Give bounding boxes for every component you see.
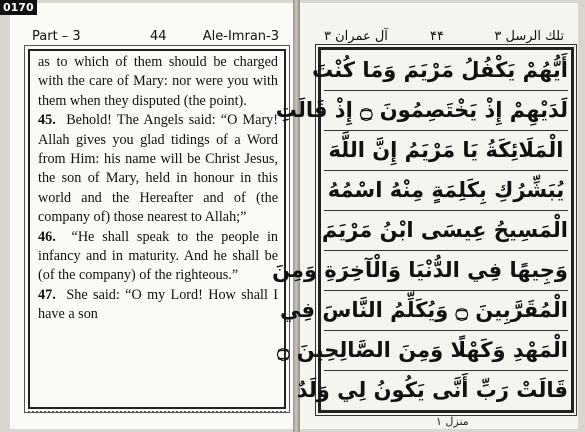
arabic-line: الْمُقَرَّبِينَ ۝ وَيُكَلِّمُ النَّاسَ فِي (324, 291, 568, 331)
arabic-line: وَجِيهًا فِي الدُّنْيَا وَالْآخِرَةِ وَمِنَ (324, 251, 568, 291)
scan-label: 0170 (0, 0, 37, 15)
arabic-line: لَدَيْهِمْ إِذْ يَخْتَصِمُونَ ۝ إِذْ قَالَتِ (324, 91, 568, 131)
paragraph: as to which of them should be charged with the care of Mary: nor were you with them when they disputed (the point). (38, 54, 278, 109)
verse-number: 45. (38, 112, 56, 129)
manzil-marker: منزل ۱ (436, 415, 469, 428)
arabic-text (272, 51, 568, 411)
arabic-line: قَالَتْ رَبِّ أَنَّى يَكُونُ لِي وَلَدٌ (296, 378, 568, 402)
page-number-arabic: ۴۴ (430, 29, 444, 44)
arabic-line: أَيُّهُمْ يَكْفُلُ مَرْيَمَ وَمَا كُنْتَ (324, 51, 568, 91)
paragraph: 46. “He shall speak to the people in infancy and in maturity. And he shall be (of the company) of the righteous.” (38, 228, 278, 284)
part-header-arabic: تلك الرسل ۳ (494, 29, 564, 44)
page-border-bottom (28, 411, 286, 413)
verse-number: 46. (38, 228, 56, 245)
page-number: 44 (150, 29, 167, 44)
paragraph: 45. Behold! The Angels said: “O Mary! Allah gives you glad tidings of a Word from Him: his name will be Christ Jesus, the son of Mary, held in honour in this world and the Hereafter and of (the company of) those nearest to Allah;” (38, 112, 279, 226)
left-page (10, 3, 293, 429)
verse-number: 47. (38, 286, 56, 303)
surah-header: Ale-Imran-3 (202, 29, 279, 44)
right-page (272, 3, 578, 429)
arabic-line: يُبَشِّرُكِ بِكَلِمَةٍ مِنْهُ اسْمُهُ (324, 171, 568, 211)
arabic-line: الْمَهْدِ وَكَهْلًا وَمِنَ الصَّالِحِينَ ۝ (324, 331, 568, 371)
surah-header-arabic: آل عمران ۳ (324, 29, 388, 44)
paragraph: 47. She said: “O my Lord! How shall I have a son (38, 286, 278, 323)
arabic-line: الْمَلَائِكَةُ يَا مَرْيَمُ إِنَّ اللَّهَ (324, 131, 568, 171)
translation-text (38, 53, 278, 325)
part-header: Part – 3 (32, 29, 81, 44)
arabic-line: الْمَسِيحُ عِيسَى ابْنُ مَرْيَمَ (324, 211, 568, 251)
